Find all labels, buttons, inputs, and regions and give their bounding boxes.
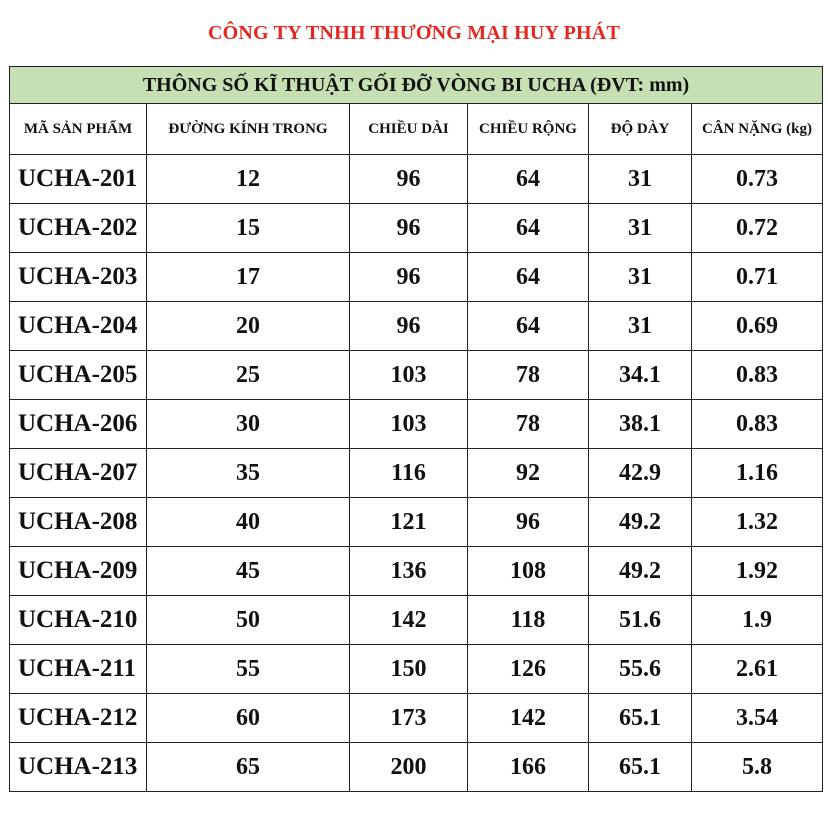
inner-diameter-cell: 12: [147, 155, 350, 204]
product-code-cell: UCHA-202: [10, 204, 147, 253]
width-cell: 78: [468, 351, 589, 400]
length-cell: 96: [350, 302, 468, 351]
table-row: [10, 155, 823, 204]
inner-diameter-cell: 25: [147, 351, 350, 400]
width-cell: 126: [468, 645, 589, 694]
width-cell: 64: [468, 204, 589, 253]
table-row: [10, 645, 823, 694]
length-cell: 121: [350, 498, 468, 547]
thickness-cell: 49.2: [589, 547, 692, 596]
length-cell: 96: [350, 204, 468, 253]
thickness-cell: 42.9: [589, 449, 692, 498]
thickness-cell: 31: [589, 155, 692, 204]
inner-diameter-cell: 55: [147, 645, 350, 694]
width-cell: 142: [468, 694, 589, 743]
inner-diameter-cell: 50: [147, 596, 350, 645]
column-header: MÃ SẢN PHẨM: [10, 104, 147, 155]
table-row: [10, 743, 823, 792]
weight-cell: 1.92: [692, 547, 823, 596]
length-cell: 103: [350, 351, 468, 400]
column-header: ĐỘ DÀY: [589, 104, 692, 155]
inner-diameter-cell: 40: [147, 498, 350, 547]
thickness-cell: 38.1: [589, 400, 692, 449]
inner-diameter-cell: 15: [147, 204, 350, 253]
product-code-cell: UCHA-208: [10, 498, 147, 547]
length-cell: 96: [350, 253, 468, 302]
thickness-cell: 51.6: [589, 596, 692, 645]
table-row: [10, 596, 823, 645]
product-code-cell: UCHA-203: [10, 253, 147, 302]
weight-cell: 0.73: [692, 155, 823, 204]
thickness-cell: 55.6: [589, 645, 692, 694]
length-cell: 173: [350, 694, 468, 743]
product-code-cell: UCHA-211: [10, 645, 147, 694]
length-cell: 150: [350, 645, 468, 694]
weight-cell: 5.8: [692, 743, 823, 792]
weight-cell: 0.72: [692, 204, 823, 253]
product-code-cell: UCHA-210: [10, 596, 147, 645]
product-code-cell: UCHA-212: [10, 694, 147, 743]
width-cell: 118: [468, 596, 589, 645]
weight-cell: 1.16: [692, 449, 823, 498]
inner-diameter-cell: 65: [147, 743, 350, 792]
product-code-cell: UCHA-207: [10, 449, 147, 498]
weight-cell: 0.83: [692, 351, 823, 400]
product-code-cell: UCHA-201: [10, 155, 147, 204]
column-header: CHIỀU RỘNG: [468, 104, 589, 155]
thickness-cell: 34.1: [589, 351, 692, 400]
weight-cell: 0.83: [692, 400, 823, 449]
column-header: CÂN NẶNG (kg): [692, 104, 823, 155]
width-cell: 108: [468, 547, 589, 596]
width-cell: 78: [468, 400, 589, 449]
product-code-cell: UCHA-204: [10, 302, 147, 351]
table-row: [10, 204, 823, 253]
column-header: CHIỀU DÀI: [350, 104, 468, 155]
company-name: CÔNG TY TNHH THƯƠNG MẠI HUY PHÁT: [208, 22, 620, 44]
thickness-cell: 65.1: [589, 743, 692, 792]
weight-cell: 0.69: [692, 302, 823, 351]
table-row: [10, 498, 823, 547]
thickness-cell: 31: [589, 302, 692, 351]
thickness-cell: 49.2: [589, 498, 692, 547]
product-code-cell: UCHA-209: [10, 547, 147, 596]
table-title-row: [10, 67, 823, 104]
column-header: ĐƯỜNG KÍNH TRONG: [147, 104, 350, 155]
table-row: [10, 351, 823, 400]
length-cell: 116: [350, 449, 468, 498]
thickness-cell: 31: [589, 204, 692, 253]
length-cell: 103: [350, 400, 468, 449]
thickness-cell: 31: [589, 253, 692, 302]
table-row: [10, 694, 823, 743]
width-cell: 166: [468, 743, 589, 792]
table-row: [10, 253, 823, 302]
width-cell: 64: [468, 302, 589, 351]
table-row: [10, 302, 823, 351]
length-cell: 96: [350, 155, 468, 204]
thickness-cell: 65.1: [589, 694, 692, 743]
table-row: [10, 547, 823, 596]
table-row: [10, 400, 823, 449]
weight-cell: 2.61: [692, 645, 823, 694]
weight-cell: 1.9: [692, 596, 823, 645]
inner-diameter-cell: 60: [147, 694, 350, 743]
inner-diameter-cell: 45: [147, 547, 350, 596]
inner-diameter-cell: 17: [147, 253, 350, 302]
length-cell: 136: [350, 547, 468, 596]
width-cell: 64: [468, 253, 589, 302]
weight-cell: 0.71: [692, 253, 823, 302]
product-code-cell: UCHA-206: [10, 400, 147, 449]
inner-diameter-cell: 20: [147, 302, 350, 351]
weight-cell: 3.54: [692, 694, 823, 743]
length-cell: 142: [350, 596, 468, 645]
length-cell: 200: [350, 743, 468, 792]
table-header-row: [10, 104, 823, 155]
width-cell: 64: [468, 155, 589, 204]
product-code-cell: UCHA-213: [10, 743, 147, 792]
table-row: [10, 449, 823, 498]
inner-diameter-cell: 30: [147, 400, 350, 449]
width-cell: 96: [468, 498, 589, 547]
weight-cell: 1.32: [692, 498, 823, 547]
width-cell: 92: [468, 449, 589, 498]
table-title: THÔNG SỐ KĨ THUẬT GỐI ĐỠ VÒNG BI UCHA (ĐVT: mm): [10, 67, 823, 104]
product-code-cell: UCHA-205: [10, 351, 147, 400]
inner-diameter-cell: 35: [147, 449, 350, 498]
spec-table: [9, 66, 823, 792]
